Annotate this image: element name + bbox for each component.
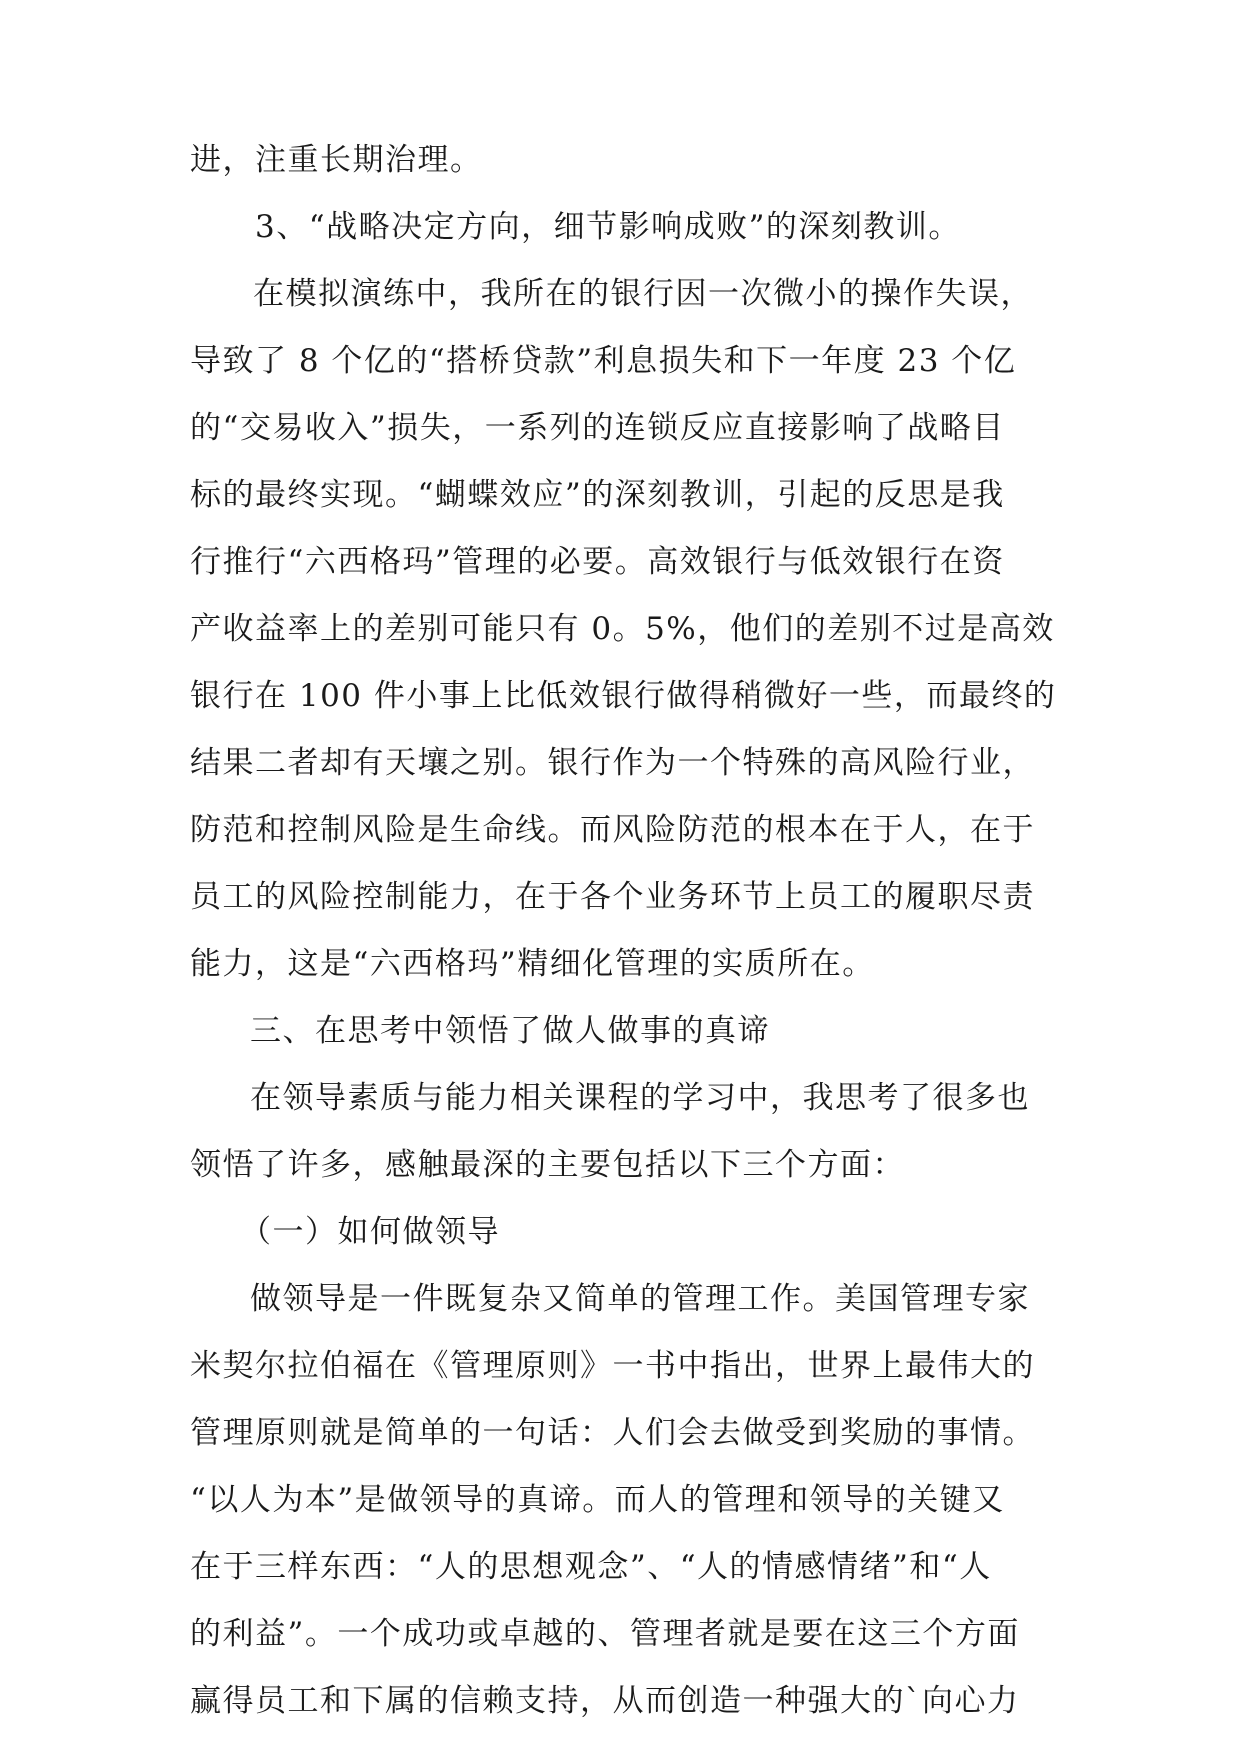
text-line: 米契尔拉伯福在《管理原则》一书中指出，世界上最伟大的 [190,1348,1035,1384]
text-line: 导致了 8 个亿的“搭桥贷款”利息损失和下一年度 23 个亿 [190,343,1017,379]
section-heading: 三、在思考中领悟了做人做事的真谛 [250,1013,770,1049]
text-line: 做领导是一件既复杂又简单的管理工作。美国管理专家 [250,1281,1030,1317]
text-line: 员工的风险控制能力，在于各个业务环节上员工的履职尽责 [190,879,1035,915]
text-line: 在模拟演练中，我所在的银行因一次微小的操作失误， [253,276,1033,312]
text-line: 防范和控制风险是生命线。而风险防范的根本在于人，在于 [190,812,1035,848]
text-line: 管理原则就是简单的一句话：人们会去做受到奖励的事情。 [190,1415,1035,1451]
text-line: 在领导素质与能力相关课程的学习中，我思考了很多也 [250,1080,1030,1116]
text-line: 领悟了许多，感触最深的主要包括以下三个方面： [190,1147,905,1183]
text-line: 产收益率上的差别可能只有 0。5%，他们的差别不过是高效 [190,611,1055,647]
subsection-heading: （一）如何做领导 [240,1214,500,1250]
section-heading: 3、“战略决定方向，细节影响成败”的深刻教训。 [255,209,961,245]
text-line: 行推行“六西格玛”管理的必要。高效银行与低效银行在资 [190,544,1005,580]
text-line: 银行在 100 件小事上比低效银行做得稍微好一些，而最终的 [190,678,1057,714]
text-line: 进，注重长期治理。 [190,142,483,178]
text-line: “以人为本”是做领导的真谛。而人的管理和领导的关键又 [190,1482,1005,1518]
text-line: 结果二者却有天壤之别。银行作为一个特殊的高风险行业， [190,745,1035,781]
text-line: 能力，这是“六西格玛”精细化管理的实质所在。 [190,946,875,982]
text-line: 标的最终实现。“蝴蝶效应”的深刻教训，引起的反思是我 [190,477,1005,513]
text-line: 在于三样东西：“人的思想观念”、“人的情感情绪”和“人 [190,1549,992,1585]
text-line: 赢得员工和下属的信赖支持，从而创造一种强大的`向心力 [190,1683,1020,1719]
text-line: 的“交易收入”损失，一系列的连锁反应直接影响了战略目 [190,410,1005,446]
text-line: 的利益”。一个成功或卓越的、管理者就是要在这三个方面 [190,1616,1020,1652]
